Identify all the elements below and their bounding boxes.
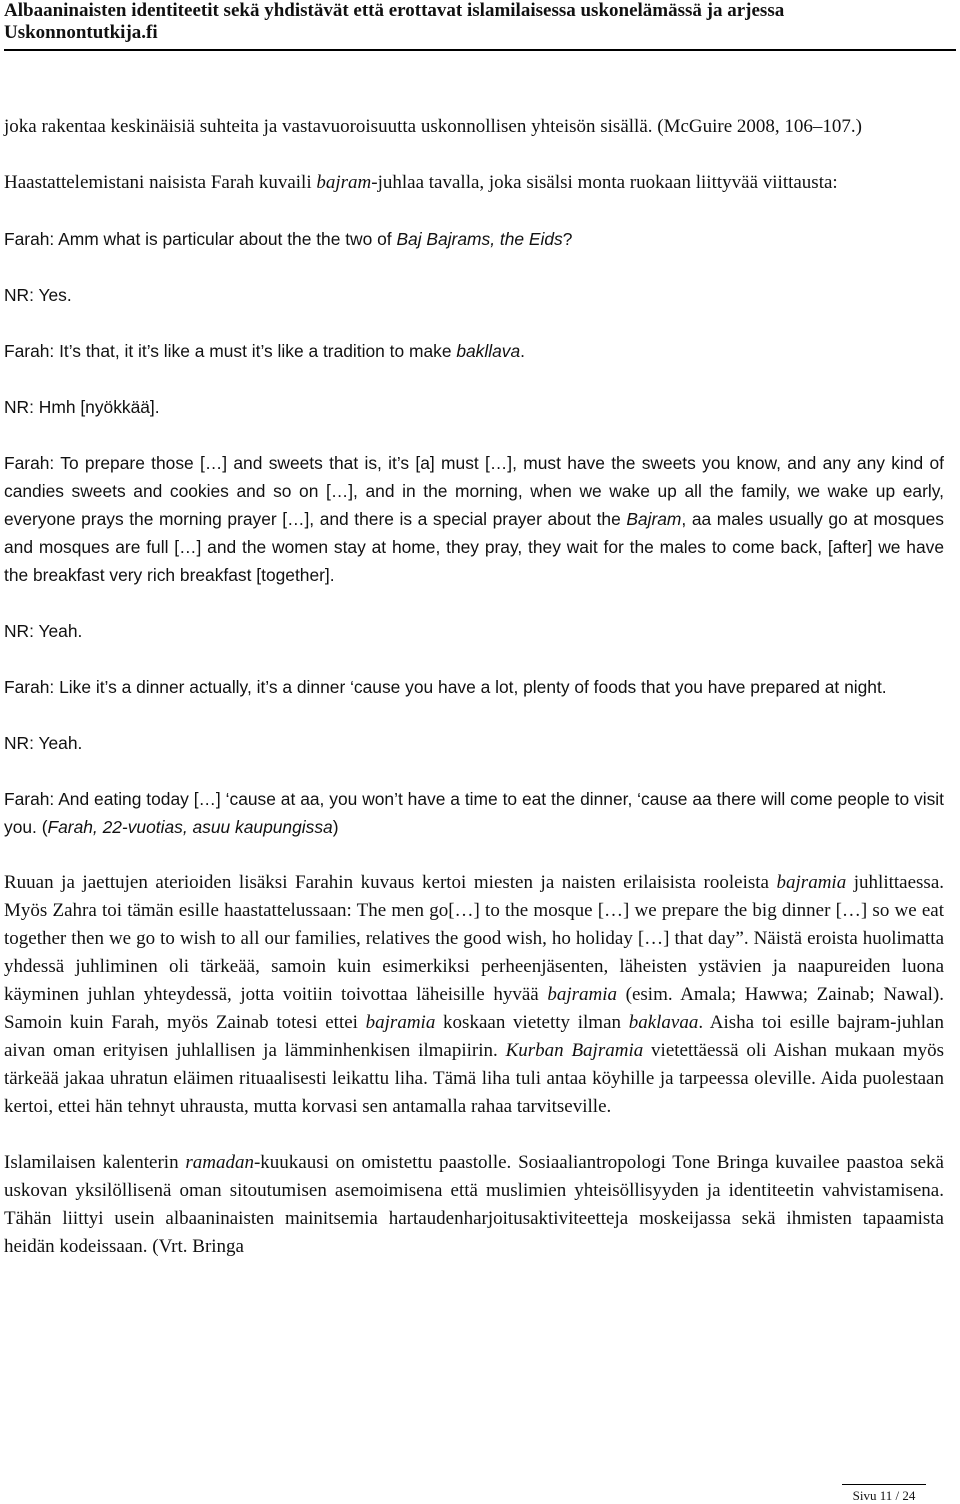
paragraph-text: juhlittaessa. Myös Zahra toi tämän esille haastattelussaan: The men go[…] to the mosque […] we prepare the big dinner […] so we eat together then we go to wish to all our families, relatives the good wish, ho holiday […] that day”. Näistä eroista huolimatta yhdessä juhliminen oli tärkeää, samoin kuin esimerkiksi perheenjäsenten, läheisten ystävien ja naapureiden luona käyminen juhlan yhteydessä, jotta voitiin toivottaa läheisille hyvää xyxy=(4,872,945,1005)
interview-line xyxy=(4,393,944,421)
quote-text: Farah: It’s that, it it’s like a must it’s like a tradition to make xyxy=(4,341,457,361)
paragraph-text: Haastattelemistani naisista Farah kuvaili xyxy=(4,172,317,193)
page-number: Sivu 11 / 24 xyxy=(842,1484,926,1504)
emphasis: Farah, 22-vuotias, asuu kaupungissa xyxy=(47,817,333,837)
quote-text: NR: Hmh [nyökkää]. xyxy=(4,397,160,417)
document-body xyxy=(4,113,944,1289)
interview-line xyxy=(4,449,944,589)
paragraph-text: joka rakentaa keskinäisiä suhteita ja vastavuoroisuutta uskonnollisen yhteisön sisällä. (McGuire 2008, 106–107.) xyxy=(4,116,862,137)
paragraph-text: koskaan vietetty ilman xyxy=(435,1012,629,1033)
paragraph-text: -juhlaa tavalla, joka sisälsi monta ruokaan liittyvää viittausta: xyxy=(371,172,838,193)
interview-line xyxy=(4,281,944,309)
interview-line xyxy=(4,729,944,757)
quote-text: Farah: Amm what is particular about the the two of xyxy=(4,229,397,249)
interview-line xyxy=(4,673,944,701)
emphasis: bajramia xyxy=(547,984,618,1005)
quote-text: Farah: And eating today […] ‘cause at aa, you won’t have a time to eat the dinner, ‘cause aa there will come people to visit you. ( xyxy=(4,789,944,837)
quote-text: NR: Yeah. xyxy=(4,621,83,641)
emphasis: Baj Bajrams, the Eids xyxy=(396,229,563,249)
paragraph xyxy=(4,113,944,141)
interview-line xyxy=(4,225,944,253)
emphasis: bajramia xyxy=(776,872,847,893)
emphasis: bajramia xyxy=(365,1012,436,1033)
emphasis: ramadan xyxy=(185,1152,254,1173)
quote-text: NR: Yeah. xyxy=(4,733,83,753)
paragraph xyxy=(4,1149,944,1261)
emphasis: Kurban Bajramia xyxy=(505,1040,644,1061)
emphasis: bakllava xyxy=(456,341,521,361)
quote-text: ? xyxy=(562,229,573,249)
paragraph-text: -kuukausi on omistettu paastolle. Sosiaaliantropologi Tone Bringa kuvailee paastoa sekä uskovan yksilöllisenä oman sitoutumisen asemoimisena että muslimien yhteisöllisyyden ja identiteetin vahvistamisena. Tähän liittyi usein albaaninaisten mainitsemia hartaudenharjoitusaktiviteetteja moskeijassa sekä ihmisten tapaamista heidän kodeissaan. (Vrt. Bringa xyxy=(4,1152,944,1257)
paragraph-text: vietettäessä oli Aishan mukaan myös tärkeää jakaa uhratun eläimen rituaalisesti leikattu liha. Tämä liha tuli antaa köyhille ja tarpeessa oleville. Aida puolestaan kertoi, ettei hän tehnyt uhrausta, mutta korvasi sen antamalla rahaa tarvitseville. xyxy=(4,1040,944,1117)
quote-text: Farah: Like it’s a dinner actually, it’s a dinner ‘cause you have a lot, plenty of foods that you have prepared at night. xyxy=(4,677,887,697)
quote-text: NR: Yes. xyxy=(4,285,72,305)
emphasis: bajram xyxy=(316,172,372,193)
quote-text: , aa males usually go at mosques and mosques are full […] and the women stay at home, they pray, they wait for the males to come back, [after] we have the breakfast very rich breakfast [together]. xyxy=(4,509,944,585)
paragraph xyxy=(4,869,944,1121)
emphasis: baklavaa xyxy=(628,1012,699,1033)
paragraph-text: Islamilaisen kalenterin xyxy=(4,1152,186,1173)
paragraph xyxy=(4,169,944,197)
quote-text: Farah: To prepare those […] and sweets that is, it’s [a] must […], must have the sweets you know, and any any kind of candies sweets and cookies and so on […], and in the morning, when we wake up all the family, we wake up early, everyone prays the morning prayer […], and there is a special prayer about the xyxy=(4,453,944,529)
interview-line xyxy=(4,617,944,645)
document-header xyxy=(4,0,956,51)
quote-text: ) xyxy=(332,817,339,837)
paragraph-text: . Aisha toi esille bajram-juhlan aivan oman erityisen juhlallisen ja lämminhenkisen ilmapiirin. xyxy=(4,1012,944,1061)
paragraph-text: (esim. Amala; Hawwa; Zainab; Nawal). Samoin kuin Farah, myös Zainab totesi ettei xyxy=(4,984,944,1033)
site-name: Uskonnontutkija.fi xyxy=(4,22,158,43)
interview-line xyxy=(4,337,944,365)
paragraph-text: Ruuan ja jaettujen aterioiden lisäksi Farahin kuvaus kertoi miesten ja naisten erilaisista rooleista xyxy=(4,872,777,893)
emphasis: Bajram xyxy=(626,509,682,529)
document-title: Albaaninaisten identiteetit sekä yhdistävät että erottavat islamilaisessa uskonelämässä ja arjessa xyxy=(4,0,785,21)
quote-text: . xyxy=(520,341,525,361)
interview-line xyxy=(4,785,944,841)
